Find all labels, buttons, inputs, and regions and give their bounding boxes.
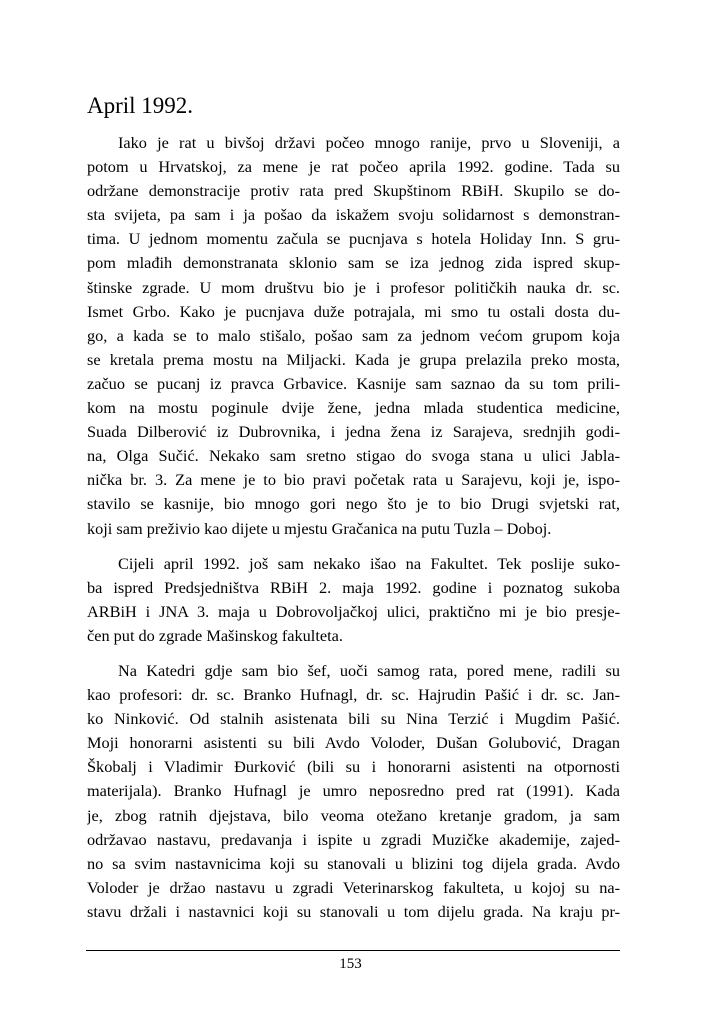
text-line: kom na mostu poginule dvije žene, jedna mlada studentica medicine,: [87, 398, 620, 418]
footer-rule: [86, 950, 620, 951]
text-line: pom mlađih demonstranata sklonio sam se iza jednog zida ispred skup-: [87, 253, 620, 273]
paragraph: [87, 552, 620, 648]
text-line: sta svijeta, pa sam i ja pošao da iskažem svoju solidarnost s demonstran-: [87, 205, 620, 225]
text-line: je, zbog ratnih djejstava, bilo veoma otežano kretanje gradom, ja sam: [87, 805, 620, 825]
text-line: no sa svim nastavnicima koji su stanovali u blizini tog dijela grada. Avdo: [87, 853, 620, 873]
paragraph: [87, 659, 620, 924]
text-line: Ismet Grbo. Kako je pucnjava duže potrajala, mi smo tu ostali dosta du-: [87, 301, 620, 321]
body-text: [87, 131, 620, 935]
text-line: održavao nastavu, predavanja i ispite u zgradi Muzičke akademije, zajed-: [87, 829, 620, 849]
text-line: Na Katedri gdje sam bio šef, uoči samog rata, pored mene, radili su: [118, 660, 620, 680]
text-line: koji sam preživio kao dijete u mjestu Gračanica na putu Tuzla – Doboj.: [87, 518, 552, 538]
text-line: Suada Dilberović iz Dubrovnika, i jedna žena iz Sarajeva, srednjih godi-: [87, 422, 620, 442]
text-line: Voloder je držao nastavu u zgradi Veterinarskog fakulteta, u kojoj su na-: [87, 877, 620, 897]
text-line: čen put do zgrade Mašinskog fakulteta.: [87, 625, 343, 645]
text-line: stavilo se kasnije, bio mnogo gori nego što je to bio Drugi svjetski rat,: [87, 494, 620, 514]
page-number: 153: [339, 956, 362, 972]
paragraph: [87, 131, 620, 541]
text-line: Cijeli april 1992. još sam nekako išao na Fakultet. Tek poslije suko-: [118, 553, 620, 573]
text-line: štinske zgrade. U mom društvu bio je i profesor političkih nauka dr. sc.: [87, 277, 620, 297]
text-line: ba ispred Predsjedništva RBiH 2. maja 1992. godine i poznatog sukoba: [87, 577, 620, 597]
text-line: održane demonstracije protiv rata pred Skupštinom RBiH. Skupilo se do-: [87, 181, 620, 201]
text-line: Škobalj i Vladimir Đurković (bili su i honorarni asistenti na otpornosti: [87, 757, 620, 777]
text-line: ARBiH i JNA 3. maja u Dobrovoljačkoj ulici, praktično mi je bio presje-: [87, 601, 620, 621]
text-line: Moji honorarni asistenti su bili Avdo Voloder, Dušan Golubović, Dragan: [87, 733, 620, 753]
page-title: April 1992.: [87, 93, 194, 118]
text-line: stavu držali i nastavnici koji su stanovali u tom dijelu grada. Na kraju pr-: [87, 901, 620, 921]
text-line: tima. U jednom momentu začula se pucnjava s hotela Holiday Inn. S gru-: [87, 229, 620, 249]
text-line: začuo se pucanj iz pravca Grbavice. Kasnije sam saznao da su tom prili-: [87, 373, 620, 393]
text-line: kao profesori: dr. sc. Branko Hufnagl, dr. sc. Hajrudin Pašić i dr. sc. Jan-: [87, 685, 620, 705]
text-line: Iako je rat u bivšoj državi počeo mnogo ranije, prvo u Sloveniji, a: [118, 133, 620, 152]
text-line: se kretala prema mostu na Miljacki. Kada je grupa prelazila preko mosta,: [87, 349, 620, 369]
text-line: go, a kada se to malo stišalo, pošao sam za jednom većom grupom koja: [87, 325, 620, 345]
text-line: na, Olga Sučić. Nekako sam sretno stigao do svoga stana u ulici Jabla-: [87, 446, 620, 466]
text-line: materijala). Branko Hufnagl je umro neposredno pred rat (1991). Kada: [87, 781, 620, 801]
text-line: potom u Hrvatskoj, za mene je rat počeo aprila 1992. godine. Tada su: [87, 157, 620, 177]
text-line: nička br. 3. Za mene je to bio pravi početak rata u Sarajevu, koji je, ispo-: [87, 470, 620, 490]
text-line: ko Ninković. Od stalnih asistenata bili su Nina Terzić i Mugdim Pašić.: [87, 709, 620, 729]
